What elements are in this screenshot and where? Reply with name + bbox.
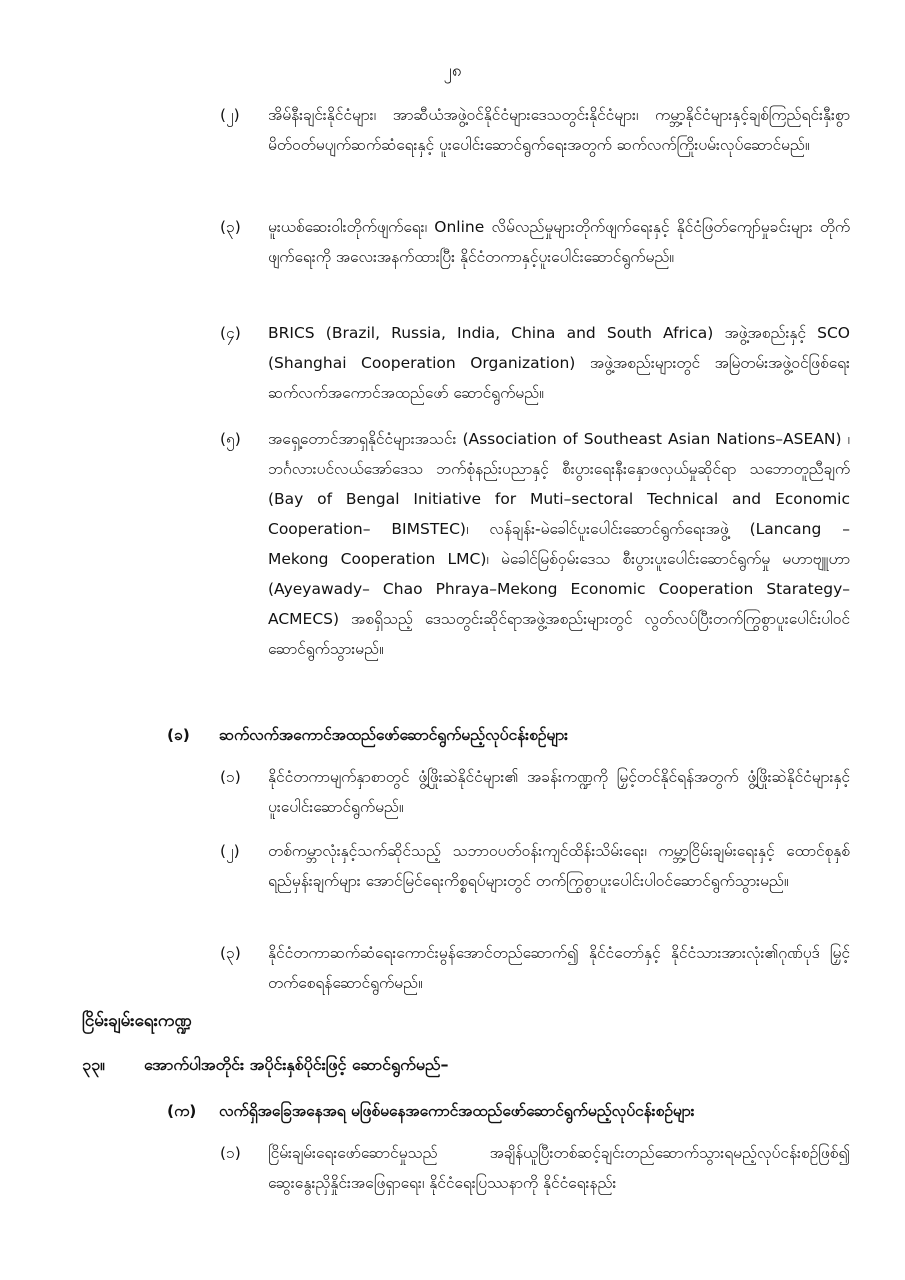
- item-text: ငြိမ်းချမ်းရေးဖော်ဆောင်မှုသည် အချိန်ယူပြီးတစ်ဆင့်ချင်းတည်ဆောက်သွားရမည့်လုပ်ငန်းစဉ်ဖြစ်၍ ဆွေးနွေးညှိနှိုင်းအဖြေရှာရေး၊ နိုင်ငံရေးပြဿနာကို နိုင်ငံရေးနည်း: [268, 1144, 850, 1192]
- page-number: ၂၈: [443, 61, 462, 81]
- item-number: (၅): [220, 430, 241, 448]
- item-text: အရှေ့တောင်အာရှနိုင်ငံများအသင်း (Association of Southeast Asian Nations–ASEAN) ၊ ဘင်္ဂလားပင်လယ်အော်ဒေသ ဘက်စုံနည်းပညာနှင့် စီးပွားရေးနီးနှောဖလှယ်မှုဆိုင်ရာ သဘောတူညီချက် (Bay of Bengal Initiative for Muti–sectoral Technical and Economic Cooperation– BIMSTEC)၊ လန်ချန်း-မဲခေါင်ပူးပေါင်းဆောင်ရွက်ရေးအဖွဲ့ (Lancang – Mekong Cooperation LMC)၊ မဲခေါင်မြစ်ဝှမ်းဒေသ စီးပွားပူးပေါင်းဆောင်ရွက်မှု မဟာဗျူဟာ (Ayeyawady– Chao Phraya–Mekong Economic Cooperation Starategy– ACMECS) အစရှိသည့် ဒေသတွင်းဆိုင်ရာအဖွဲ့အစည်းများတွင် လွတ်လပ်ပြီးတက်ကြွစွာပူးပေါင်းပါဝင် ဆောင်ရွက်သွားမည်။: [268, 430, 850, 658]
- section-heading-a: [167, 1096, 857, 1126]
- item-text: BRICS (Brazil, Russia, India, China and South Africa) အဖွဲ့အစည်းနှင့် SCO (Shanghai Cooperation Organization) အဖွဲ့အစည်းများတွင် အမြဲတမ်းအဖွဲ့ဝင်ဖြစ်ရေး ဆက်လက်အကောင်အထည်ဖော် ဆောင်ရွက်မည်။: [268, 324, 850, 402]
- list-item: [220, 100, 850, 192]
- list-item: [220, 212, 850, 304]
- list-item: [220, 938, 850, 1000]
- sector-heading: ငြိမ်းချမ်းရေးကဏ္ဍ: [82, 1011, 192, 1031]
- item-text: နိုင်ငံတကာဆက်ဆံရေးကောင်းမွန်အောင်တည်ဆောက်၍ နိုင်ငံတော်နှင့် နိုင်ငံသားအားလုံး၏ဂုဏ်ပုဒ် မြှင့်တက်စေရန်ဆောင်ရွက်မည်။: [268, 944, 850, 992]
- section-title: လက်ရှိအခြေအနေအရ မဖြစ်မနေအကောင်အထည်ဖော်ဆောင်ရွက်မည့်လုပ်ငန်းစဉ်များ: [219, 1102, 695, 1120]
- list-item: [220, 1138, 850, 1200]
- paragraph-number: ၃၃။: [82, 1055, 105, 1074]
- list-item: [220, 424, 850, 704]
- item-number: (၄): [220, 324, 241, 342]
- section-number: (ခ): [167, 726, 190, 744]
- item-number: (၃): [220, 218, 241, 236]
- item-text: အိမ်နီးချင်းနိုင်ငံများ၊ အာဆီယံအဖွဲ့ဝင်နိုင်ငံများဒေသတွင်းနိုင်ငံများ၊ ကမ္ဘာ့နိုင်ငံများနှင့်ချစ်ကြည်ရင်းနှီးစွာ မိတ်ဝတ်မပျက်ဆက်ဆံရေးနှင့် ပူးပေါင်းဆောင်ရွက်ရေးအတွက် ဆက်လက်ကြိုးပမ်းလုပ်ဆောင်မည်။: [268, 106, 850, 154]
- item-number: (၂): [220, 106, 240, 124]
- item-number: (၁): [220, 1144, 241, 1162]
- list-item: [220, 836, 850, 928]
- section-title: ဆက်လက်အကောင်အထည်ဖော်ဆောင်ရွက်မည့်လုပ်ငန်းစဉ်များ: [219, 726, 569, 744]
- paragraph-text: အောက်ပါအတိုင်း အပိုင်းနှစ်ပိုင်းဖြင့် ဆောင်ရွက်မည်–: [144, 1055, 449, 1074]
- item-number: (၂): [220, 842, 240, 860]
- section-heading-b: [167, 720, 857, 750]
- item-number: (၃): [220, 944, 241, 962]
- item-text: နိုင်ငံတကာမျက်နှာစာတွင် ဖွံ့ဖြိုးဆဲနိုင်ငံများ၏ အခန်းကဏ္ဍကို မြှင့်တင်နိုင်ရန်အတွက် ဖွံ့ဖြိုးဆဲနိုင်ငံများနှင့် ပူးပေါင်းဆောင်ရွက်မည်။: [268, 768, 850, 816]
- item-text: တစ်ကမ္ဘာလုံးနှင့်သက်ဆိုင်သည့် သဘာဝပတ်ဝန်းကျင်ထိန်းသိမ်းရေး၊ ကမ္ဘာ့ငြိမ်းချမ်းရေးနှင့် ထောင်စုနှစ်ရည်မှန်းချက်များ အောင်မြင်ရေးကိစ္စရပ်များတွင် တက်ကြွစွာပူးပေါင်းပါဝင်ဆောင်ရွက်သွားမည်။: [268, 842, 850, 890]
- item-number: (၁): [220, 768, 241, 786]
- list-item: [220, 318, 850, 410]
- list-item: [220, 762, 850, 824]
- item-text: မူးယစ်ဆေးဝါးတိုက်ဖျက်ရေး၊ Online လိမ်လည်မှုများတိုက်ဖျက်ရေးနှင့် နိုင်ငံဖြတ်ကျော်မှုခင်းများ တိုက်ဖျက်ရေးကို အလေးအနက်ထားပြီး နိုင်ငံတကာနှင့်ပူးပေါင်းဆောင်ရွက်မည်။: [268, 218, 850, 266]
- section-number: (က): [167, 1102, 197, 1120]
